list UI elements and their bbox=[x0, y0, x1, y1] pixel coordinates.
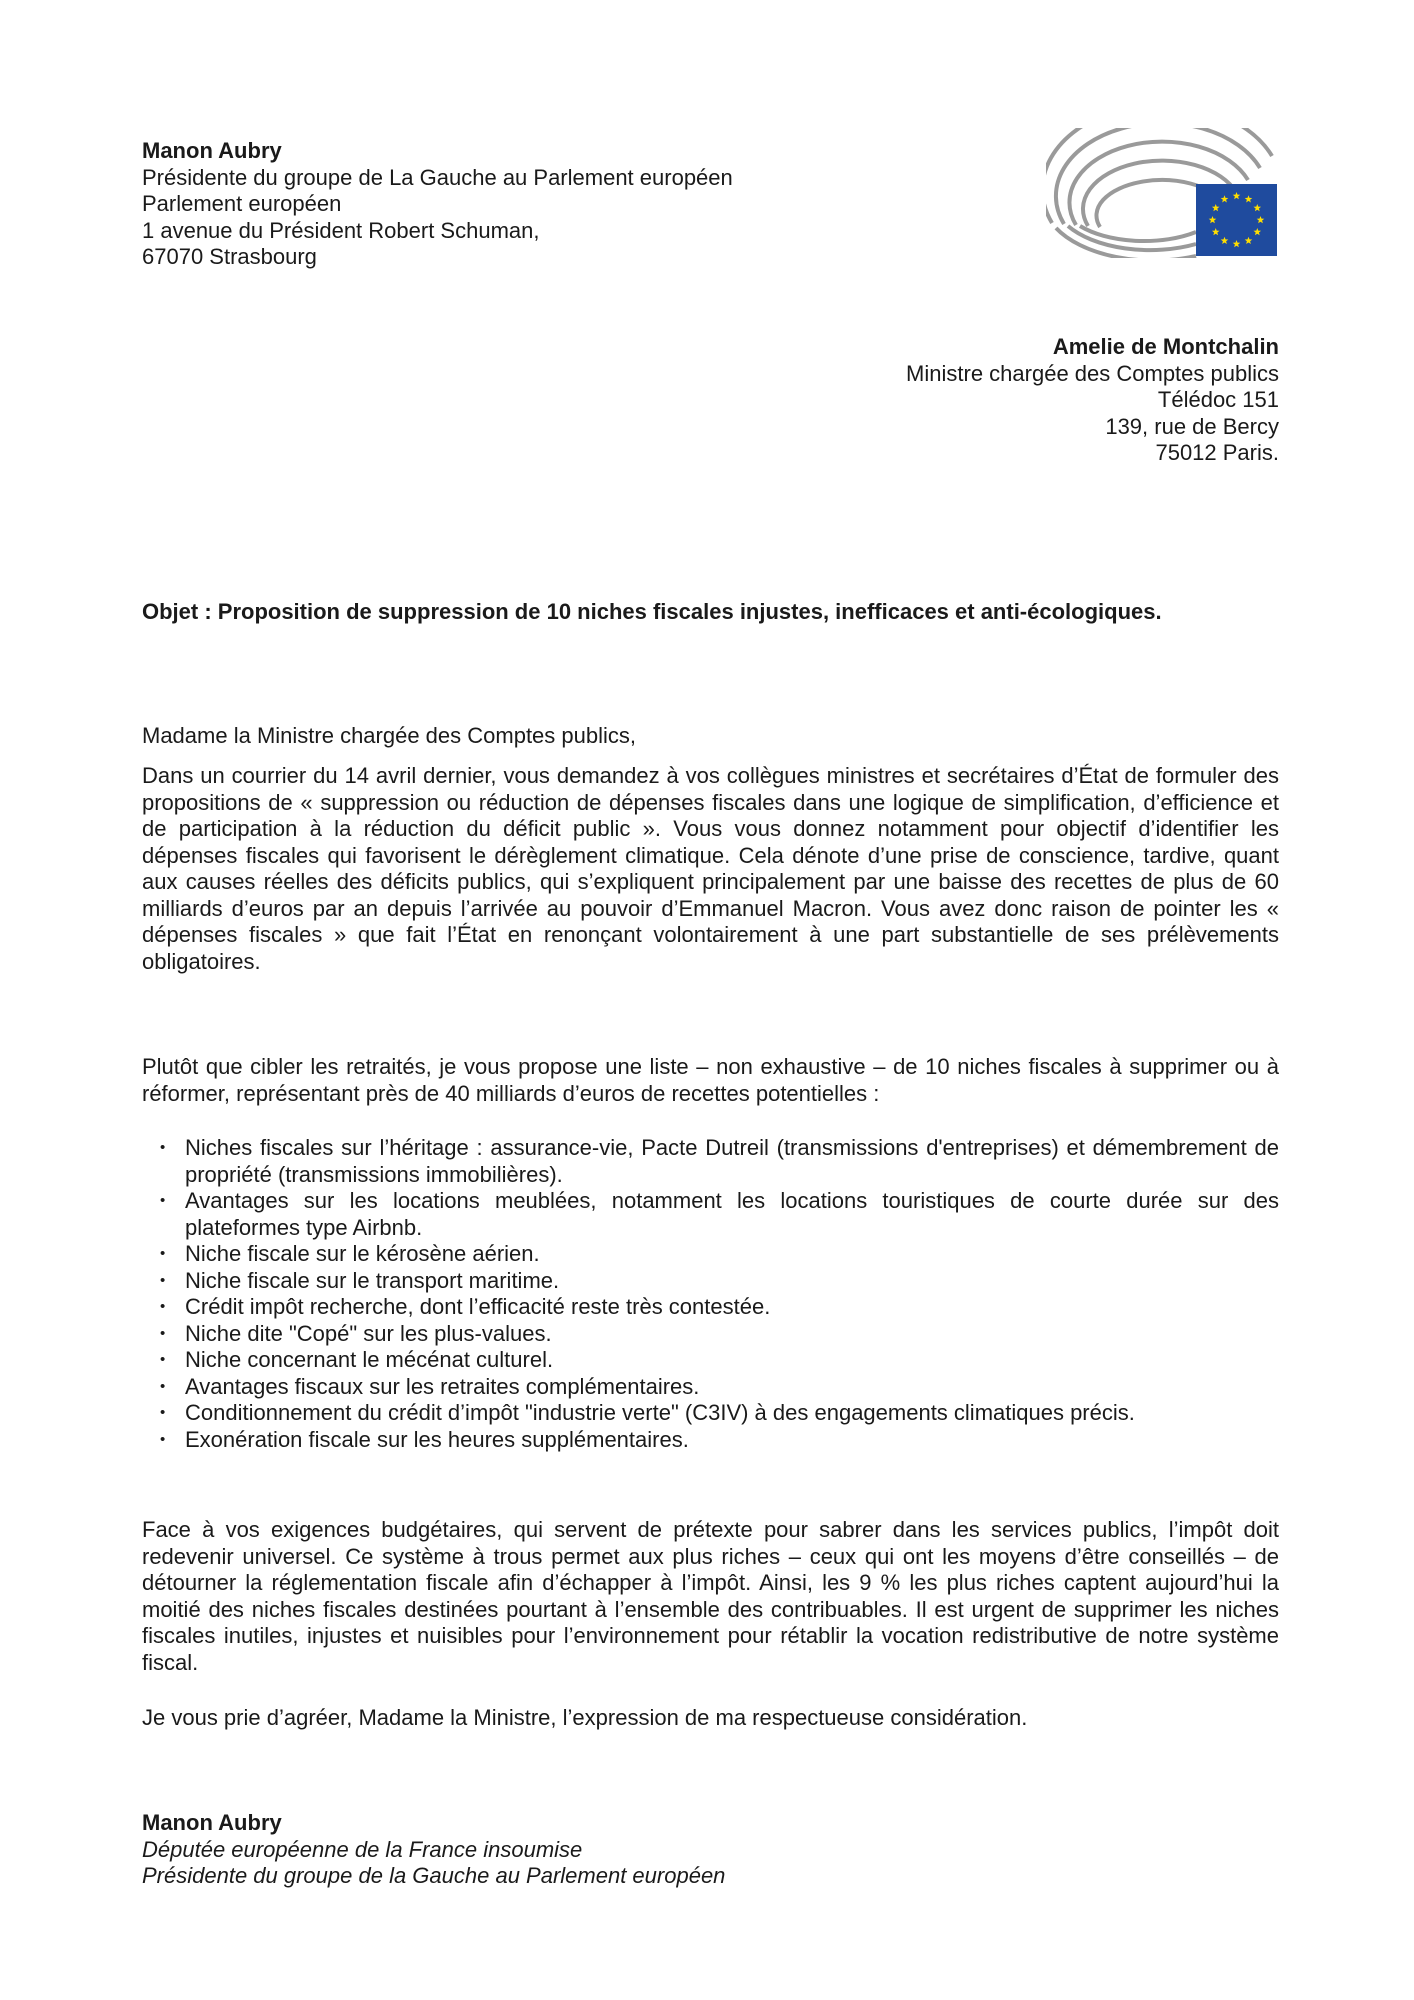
body-paragraph: Plutôt que cibler les retraités, je vous propose une liste – non exhaustive – de 10 niches fiscales à supprimer ou à réformer, représentant près de 40 milliards d’euros de recettes potentielles : bbox=[142, 1054, 1279, 1106]
recipient-name: Amelie de Montchalin bbox=[1052, 334, 1279, 359]
signature-block bbox=[142, 1810, 1042, 1890]
closing-paragraph: Je vous prie d’agréer, Madame la Ministre, l’expression de ma respectueuse considération. bbox=[142, 1705, 1028, 1730]
recipient-line: 75012 Paris. bbox=[1155, 440, 1279, 465]
signature-role: Députée européenne de la France insoumise bbox=[142, 1836, 583, 1862]
sender-line: 1 avenue du Président Robert Schuman, bbox=[142, 217, 540, 243]
recipient-block bbox=[579, 334, 1279, 467]
sender-name: Manon Aubry bbox=[142, 138, 282, 163]
proposal-list bbox=[142, 1135, 1279, 1453]
list-item: • Crédit impôt recherche, dont l’efficacité reste très contestée. bbox=[142, 1294, 1279, 1321]
recipient-line: 139, rue de Bercy bbox=[1105, 413, 1279, 439]
sender-block bbox=[142, 138, 902, 271]
list-item: • Niche fiscale sur le transport maritime. bbox=[142, 1268, 1279, 1295]
list-item: • Avantages sur les locations meublées, notamment les locations touristiques de courte durée sur des plateformes type Airbnb. bbox=[142, 1188, 1279, 1241]
sender-line: Parlement européen bbox=[142, 191, 342, 216]
list-item: • Niche fiscale sur le kérosène aérien. bbox=[142, 1241, 1279, 1268]
list-item: • Exonération fiscale sur les heures supplémentaires. bbox=[142, 1427, 1279, 1454]
body-paragraph: Face à vos exigences budgétaires, qui servent de prétexte pour sabrer dans les services publics, l’impôt doit redevenir universel. Ce système à trous permet aux plus riches – ceux qui ont les moyens d’être conseillés – de détourner la réglementation fiscale afin d’échapper à l’impôt. Ainsi, les 9 % les plus riches captent aujourd’hui la moitié des niches fiscales destinées pourtant à l’ensemble des contribuables. Il est urgent de supprimer les niches fiscales inutiles, injustes et nuisibles pour l’environnement pour rétablir la vocation redistributive de notre système fiscal. bbox=[142, 1517, 1279, 1675]
recipient-line: Télédoc 151 bbox=[1157, 387, 1279, 412]
body-paragraph: Dans un courrier du 14 avril dernier, vous demandez à vos collègues ministres et secrétaires d’État de formuler des propositions de « suppression ou réduction de dépenses fiscales dans une logique de simplification, d’efficience et de participation à la réduction du déficit public ». Vous vous donnez notamment pour objectif d’identifier les dépenses fiscales qui favorisent le dérèglement climatique. Cela dénote d’une prise de conscience, tardive, quant aux causes réelles des déficits publics, qui s’expliquent principalement par une baisse des recettes de plus de 60 milliards d’euros par an depuis l’arrivée au pouvoir d’Emmanuel Macron. Vous avez donc raison de pointer les « dépenses fiscales » que fait l’État en renonçant volontairement à une part substantielle de ses prélèvements obligatoires. bbox=[142, 763, 1279, 974]
list-item: • Conditionnement du crédit d’impôt "industrie verte" (C3IV) à des engagements climatiques précis. bbox=[142, 1400, 1279, 1427]
list-item: • Niches fiscales sur l’héritage : assurance-vie, Pacte Dutreil (transmissions d'entreprises) et démembrement de propriété (transmissions immobilières). bbox=[142, 1135, 1279, 1188]
signature-role: Présidente du groupe de la Gauche au Parlement européen bbox=[142, 1863, 726, 1888]
recipient-line: Ministre chargée des Comptes publics bbox=[906, 360, 1279, 386]
european-parliament-logo bbox=[1046, 128, 1279, 258]
sender-line: 67070 Strasbourg bbox=[142, 244, 317, 269]
salutation: Madame la Ministre chargée des Comptes publics, bbox=[142, 723, 637, 748]
list-item: • Niche dite "Copé" sur les plus-values. bbox=[142, 1321, 1279, 1348]
signature-name: Manon Aubry bbox=[142, 1810, 282, 1835]
list-item: • Niche concernant le mécénat culturel. bbox=[142, 1347, 1279, 1374]
list-item: • Avantages fiscaux sur les retraites complémentaires. bbox=[142, 1374, 1279, 1401]
subject-line: Objet : Proposition de suppression de 10 niches fiscales injustes, inefficaces et anti-écologiques. bbox=[142, 599, 1162, 624]
sender-line: Présidente du groupe de La Gauche au Parlement européen bbox=[142, 164, 733, 190]
